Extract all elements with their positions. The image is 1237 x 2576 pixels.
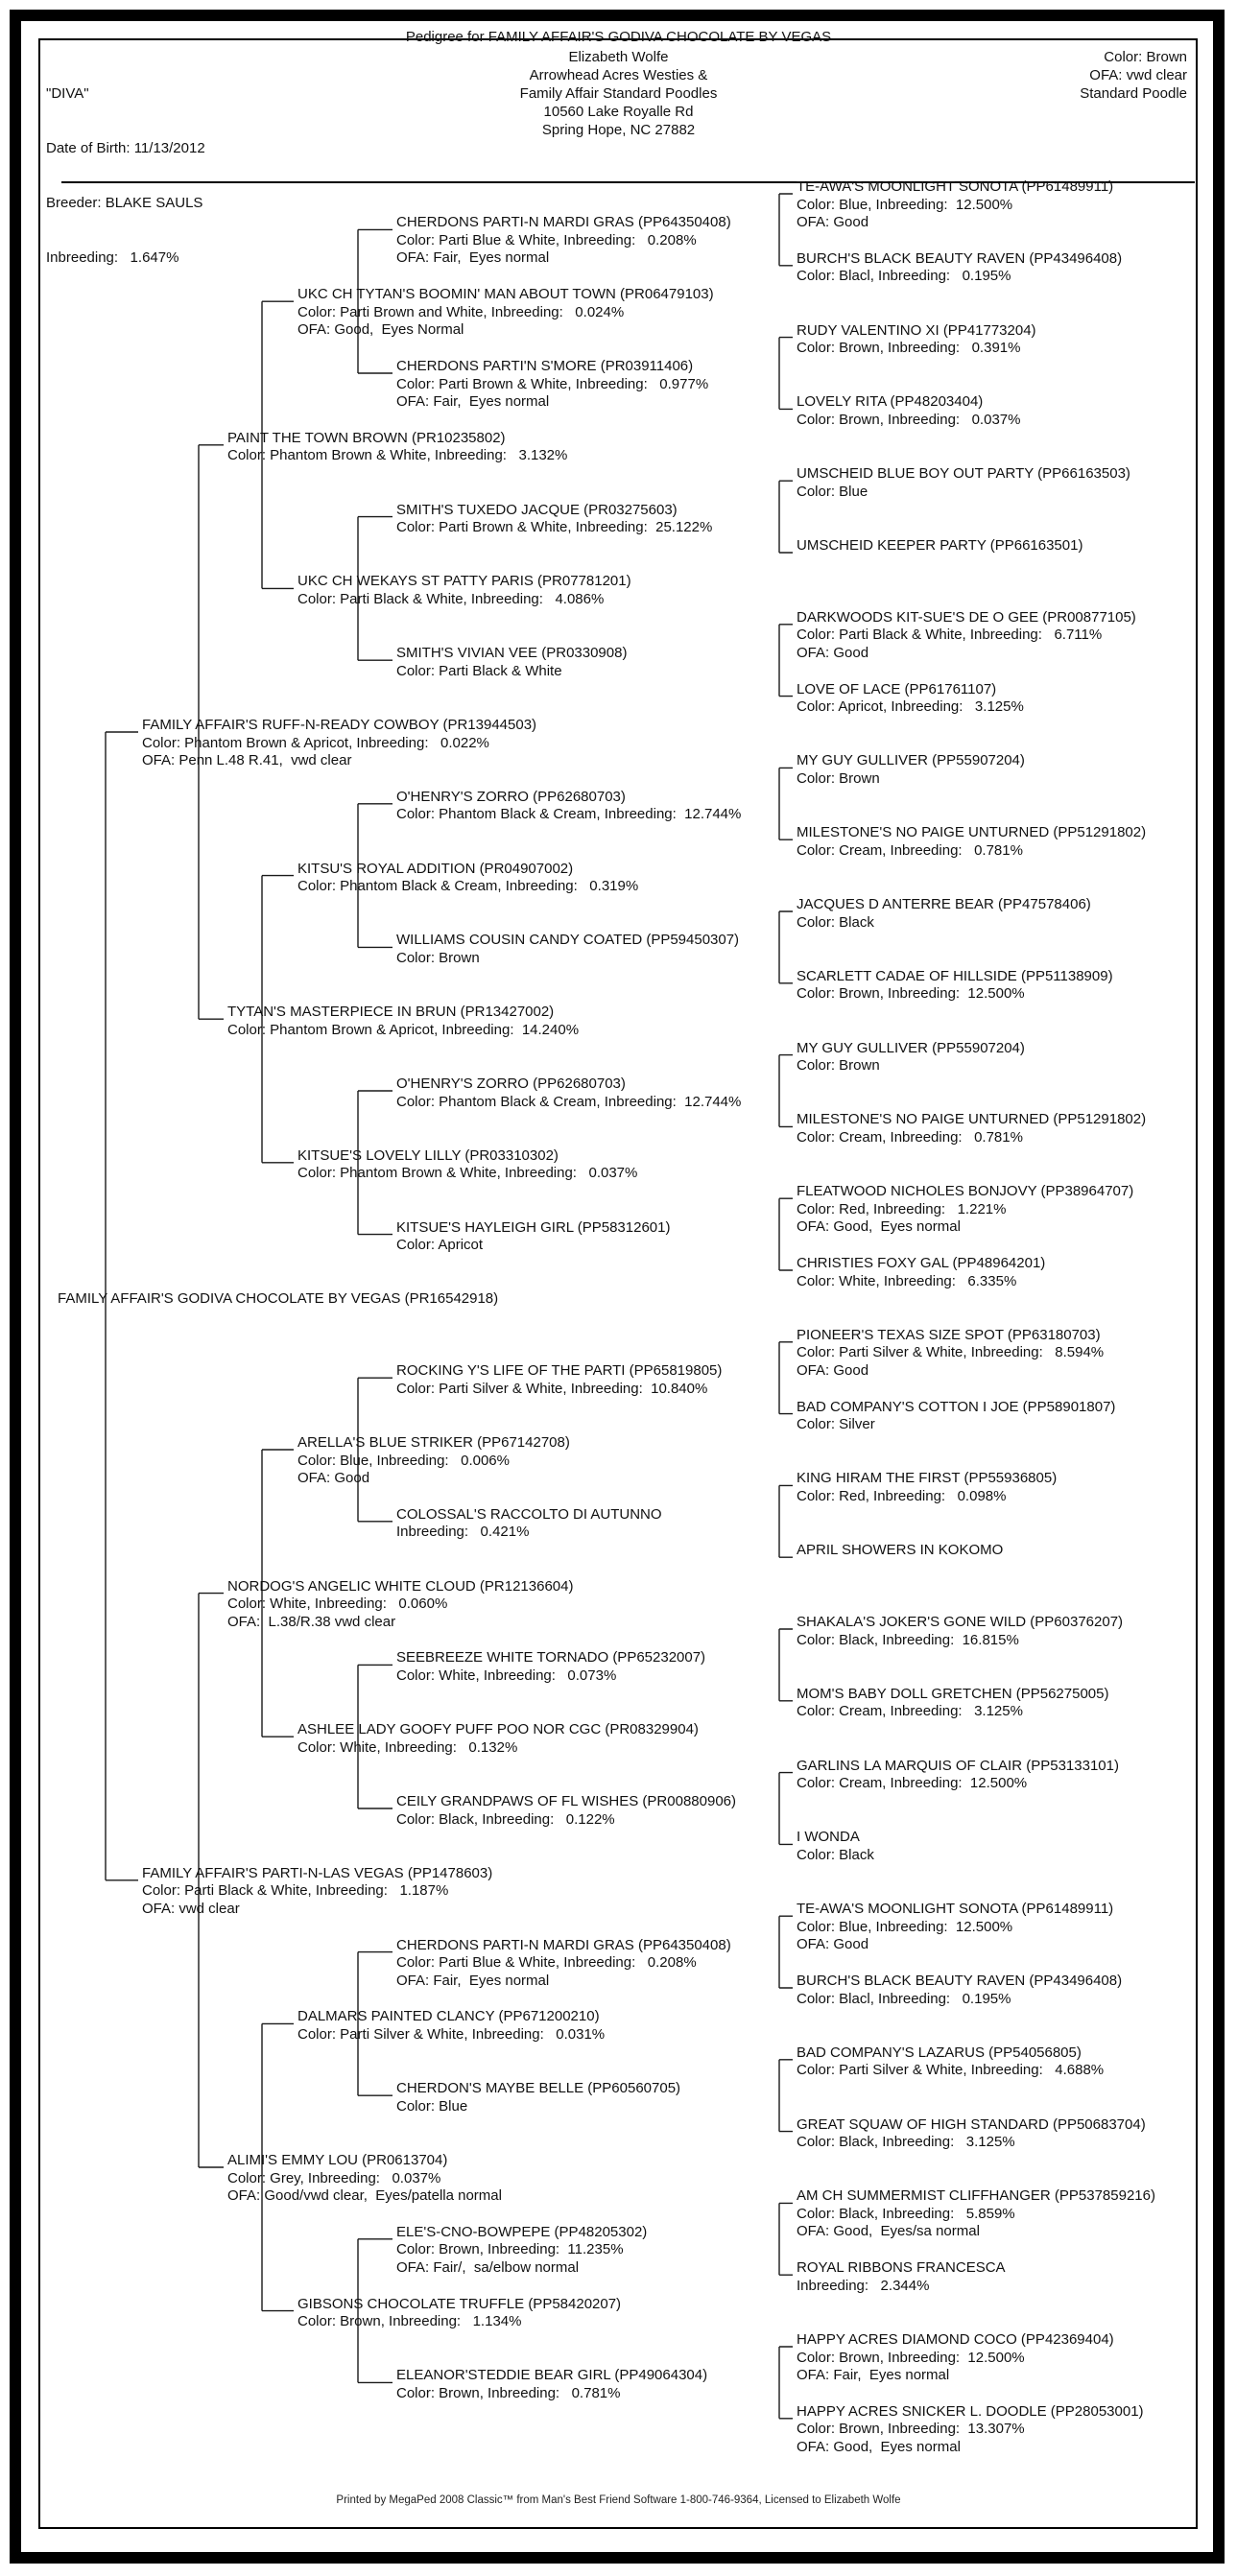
dog-detail: Color: Blue (396, 2097, 468, 2115)
pedigree-node-gen5-15 (396, 2224, 647, 2278)
pedigree-node-gen5-6 (396, 932, 739, 967)
dog-detail: Color: Apricot, Inbreeding: 3.125% (797, 698, 1024, 716)
dog-name: I WONDA (797, 1829, 860, 1846)
pedigree-node-gen4-6 (297, 1721, 699, 1757)
dog-name: KITSUE'S LOVELY LILLY (PR03310302) (297, 1146, 559, 1164)
dog-name: PIONEER'S TEXAS SIZE SPOT (PP63180703) (797, 1326, 1101, 1343)
dog-detail: Color: Parti Blue & White, Inbreeding: 0.208% (396, 1954, 697, 1972)
pedigree-node-gen6-29 (797, 2187, 1155, 2241)
pedigree-node-gen6-18 (797, 1399, 1115, 1434)
pedigree-node-gen5-14 (396, 2080, 680, 2115)
dog-detail: OFA: Penn L.48 R.41, vwd clear (142, 752, 352, 768)
dog-detail: Color: Black (797, 1846, 874, 1863)
pedigree-node-gen6-2 (797, 250, 1122, 286)
dog-detail: OFA: Good, Eyes normal (797, 2438, 961, 2455)
dog-name: AM CH SUMMERMIST CLIFFHANGER (PP537859216) (797, 2187, 1155, 2205)
dog-name: SMITH'S TUXEDO JACQUE (PR03275603) (396, 501, 678, 518)
dog-detail: Color: Phantom Black & Cream, Inbreeding: 12.744% (396, 806, 742, 823)
pedigree-node-gen5-1 (396, 214, 731, 268)
pedigree-node-gen6-13 (797, 1040, 1025, 1075)
pedigree-node-gen6-1 (797, 178, 1113, 232)
dog-detail: Color: Silver (797, 1416, 875, 1433)
dog-name: COLOSSAL'S RACCOLTO DI AUTUNNO (396, 1505, 662, 1523)
dog-detail: Color: Phantom Brown & White, Inbreeding: 3.132% (227, 447, 568, 464)
pedigree-node-gen6-31 (797, 2331, 1114, 2385)
dog-name: WILLIAMS COUSIN CANDY COATED (PP59450307) (396, 932, 740, 949)
pedigree-node-gen6-5 (797, 465, 1130, 501)
dog-detail: Color: Black (797, 913, 874, 931)
dog-name: APRIL SHOWERS IN KOKOMO (797, 1542, 1004, 1559)
dog-detail: Color: Brown (396, 949, 480, 966)
dog-detail: Color: White, Inbreeding: 0.132% (297, 1738, 518, 1756)
pedigree-node-gen5-3 (396, 502, 712, 537)
subject-date-of-birth: Date of Birth: 11/13/2012 (46, 140, 205, 156)
pedigree-node-gen4-1 (297, 286, 714, 340)
dog-name: MILESTONE'S NO PAIGE UNTURNED (PP51291802) (797, 1111, 1147, 1128)
dog-detail: OFA: Good, Eyes normal (797, 1218, 961, 1236)
pedigree-node-gen4-4 (297, 1147, 637, 1183)
dog-detail: Color: Parti Silver & White, Inbreeding: 10.840% (396, 1380, 708, 1397)
dog-detail: Color: White, Inbreeding: 0.073% (396, 1666, 617, 1684)
pedigree-node-gen5-8 (396, 1219, 670, 1255)
dog-detail: OFA: Fair, Eyes normal (797, 2367, 950, 2383)
dog-detail: Color: Brown, Inbreeding: 12.500% (797, 985, 1025, 1003)
pedigree-node-gen6-3 (797, 322, 1036, 358)
dog-name: UKC CH TYTAN'S BOOMIN' MAN ABOUT TOWN (PR06479103) (297, 286, 714, 303)
dog-name: NORDOG'S ANGELIC WHITE CLOUD (PR12136604) (227, 1577, 574, 1595)
pedigree-node-gen6-8 (797, 681, 1024, 717)
dog-detail: Color: Brown, Inbreeding: 0.781% (396, 2384, 621, 2401)
pedigree-node-gen6-17 (797, 1327, 1104, 1381)
pedigree-node-gen5-9 (396, 1362, 722, 1398)
dog-detail: Color: Phantom Black & Cream, Inbreeding: 12.744% (396, 1093, 742, 1110)
kennel-name-1: Arrowhead Acres Westies & (529, 67, 708, 83)
dog-name: MY GUY GULLIVER (PP55907204) (797, 752, 1025, 769)
dog-detail: Color: Parti Brown & White, Inbreeding: 25.122% (396, 519, 713, 536)
pedigree-node-gen2-2 (142, 1865, 492, 1919)
dog-name: GREAT SQUAW OF HIGH STANDARD (PP50683704) (797, 2115, 1146, 2133)
dog-detail: Color: Phantom Black & Cream, Inbreeding: 0.319% (297, 878, 639, 895)
dog-detail: OFA: Fair, Eyes normal (396, 1972, 550, 1989)
dog-detail: Color: Blacl, Inbreeding: 0.195% (797, 268, 1011, 285)
dog-detail: OFA: Good, Eyes Normal (297, 321, 464, 339)
pedigree-node-gen1-1 (58, 1290, 498, 1309)
pedigree-node-gen5-11 (396, 1649, 705, 1685)
dog-name: PAINT THE TOWN BROWN (PR10235802) (227, 429, 506, 446)
dog-detail: Color: Grey, Inbreeding: 0.037% (227, 2169, 441, 2186)
subject-color: Color: Brown (1104, 49, 1187, 65)
dog-detail: Color: Parti Silver & White, Inbreeding: 4.688% (797, 2062, 1105, 2079)
dog-detail: Color: Parti Blue & White, Inbreeding: 0.208% (396, 231, 697, 248)
dog-name: UMSCHEID KEEPER PARTY (PP66163501) (797, 537, 1083, 554)
dog-name: CEILY GRANDPAWS OF FL WISHES (PR00880906) (396, 1793, 736, 1809)
dog-detail: Color: Cream, Inbreeding: 0.781% (797, 1128, 1023, 1146)
dog-name: ROCKING Y'S LIFE OF THE PARTI (PP65819805) (396, 1362, 723, 1380)
dog-detail: Color: Blue, Inbreeding: 12.500% (797, 1918, 1013, 1935)
dog-detail: OFA: Good (797, 1361, 869, 1379)
dog-detail: Color: Brown, Inbreeding: 1.134% (297, 2313, 522, 2330)
pedigree-node-gen6-22 (797, 1686, 1108, 1721)
subject-call-name: "DIVA" (46, 85, 89, 102)
pedigree-node-gen4-3 (297, 861, 638, 896)
dog-name: GARLINS LA MARQUIS OF CLAIR (PP53133101) (797, 1757, 1119, 1774)
dog-detail: Color: Brown (797, 1057, 880, 1075)
pedigree-node-gen6-6 (797, 537, 1082, 555)
pedigree-node-gen6-7 (797, 609, 1136, 663)
dog-name: SCARLETT CADAE OF HILLSIDE (PP51138909) (797, 967, 1113, 984)
dog-name: HAPPY ACRES DIAMOND COCO (PP42369404) (797, 2331, 1114, 2348)
dog-detail: OFA: Good (797, 644, 869, 661)
page-title: Pedigree for FAMILY AFFAIR'S GODIVA CHOCOLATE BY VEGAS (405, 29, 832, 45)
pedigree-node-gen6-14 (797, 1111, 1146, 1146)
dog-detail: Color: Brown, Inbreeding: 11.235% (396, 2241, 624, 2258)
pedigree-node-gen6-32 (797, 2403, 1144, 2457)
dog-detail: OFA: vwd clear (142, 1900, 240, 1917)
subject-breed: Standard Poodle (1080, 85, 1187, 102)
dog-name: UMSCHEID BLUE BOY OUT PARTY (PP66163503) (797, 465, 1130, 483)
dog-detail: Color: Parti Silver & White, Inbreeding: 0.031% (297, 2025, 606, 2043)
dog-name: ARELLA'S BLUE STRIKER (PP67142708) (297, 1434, 570, 1451)
pedigree-node-gen6-21 (797, 1614, 1123, 1649)
pedigree-node-gen2-1 (142, 717, 536, 770)
dog-name: MOM'S BABY DOLL GRETCHEN (PP56275005) (797, 1685, 1109, 1702)
pedigree-node-gen6-28 (797, 2116, 1146, 2152)
dog-name: DARKWOODS KIT-SUE'S DE O GEE (PR00877105) (797, 608, 1136, 626)
pedigree-node-gen6-15 (797, 1183, 1133, 1237)
pedigree-node-gen6-9 (797, 752, 1025, 788)
dog-detail: OFA: Fair/, sa/elbow normal (396, 2258, 580, 2276)
pedigree-node-gen5-12 (396, 1793, 736, 1829)
dog-detail: Color: Blue (797, 483, 868, 500)
pedigree-node-gen5-13 (396, 1937, 731, 1991)
pedigree-node-gen6-10 (797, 824, 1146, 860)
dog-detail: Inbreeding: 0.421% (396, 1524, 530, 1541)
dog-detail: Color: Blue, Inbreeding: 0.006% (297, 1452, 510, 1469)
dog-name: KITSU'S ROYAL ADDITION (PR04907002) (297, 860, 574, 877)
dog-name: LOVE OF LACE (PP61761107) (797, 680, 997, 697)
dog-detail: OFA: Fair, Eyes normal (396, 393, 550, 410)
dog-detail: Color: Brown, Inbreeding: 12.500% (797, 2349, 1025, 2366)
dog-detail: Color: Black, Inbreeding: 5.859% (797, 2205, 1015, 2222)
pedigree-node-gen3-3 (227, 1578, 573, 1632)
dog-detail: Color: Cream, Inbreeding: 3.125% (797, 1703, 1023, 1720)
dog-detail: Color: Black, Inbreeding: 0.122% (396, 1810, 615, 1828)
pedigree-node-gen5-4 (396, 645, 627, 680)
pedigree-node-gen3-4 (227, 2152, 502, 2206)
dog-name: ALIMI'S EMMY LOU (PR0613704) (227, 2152, 448, 2168)
dog-name: SEEBREEZE WHITE TORNADO (PP65232007) (396, 1649, 706, 1666)
dog-detail: OFA: Good/vwd clear, Eyes/patella normal (227, 2187, 502, 2204)
pedigree-node-gen6-16 (797, 1255, 1045, 1290)
dog-name: TE-AWA'S MOONLIGHT SONOTA (PP61489911) (797, 178, 1114, 195)
dog-name: MILESTONE'S NO PAIGE UNTURNED (PP51291802) (797, 824, 1147, 841)
dog-detail: Color: Parti Silver & White, Inbreeding: 8.594% (797, 1344, 1105, 1361)
pedigree-node-gen6-4 (797, 393, 1020, 429)
dog-detail: OFA: Fair, Eyes normal (396, 249, 550, 267)
dog-name: FLEATWOOD NICHOLES BONJOVY (PP38964707) (797, 1183, 1134, 1200)
dog-detail: Color: Parti Black & White, Inbreeding: 4.086% (297, 590, 605, 607)
dog-name: UKC CH WEKAYS ST PATTY PARIS (PR07781201) (297, 573, 631, 590)
dog-name: FAMILY AFFAIR'S GODIVA CHOCOLATE BY VEGAS (PR16542918) (58, 1290, 499, 1308)
dog-name: ELEANOR'STEDDIE BEAR GIRL (PP49064304) (396, 2367, 708, 2384)
dog-detail: OFA: Good (297, 1470, 370, 1486)
dog-detail: Color: Brown, Inbreeding: 13.307% (797, 2421, 1025, 2438)
dog-name: CHERDONS PARTI-N MARDI GRAS (PP64350408) (396, 214, 731, 231)
pedigree-node-gen6-26 (797, 1973, 1122, 2008)
pedigree-node-gen3-1 (227, 430, 567, 465)
dog-detail: Color: Cream, Inbreeding: 12.500% (797, 1775, 1028, 1792)
dog-detail: Color: Parti Brown and White, Inbreeding: 0.024% (297, 303, 625, 320)
pedigree-node-gen5-7 (396, 1075, 741, 1111)
dog-detail: OFA: Good (797, 1936, 869, 1953)
dog-name: CHERDONS PARTI'N S'MORE (PR03911406) (396, 358, 694, 374)
dog-name: HAPPY ACRES SNICKER L. DOODLE (PP28053001) (797, 2402, 1144, 2420)
dog-detail: OFA: Good (797, 214, 869, 230)
dog-detail: Color: White, Inbreeding: 6.335% (797, 1272, 1017, 1289)
dog-name: CHERDON'S MAYBE BELLE (PP60560705) (396, 2080, 681, 2097)
dog-detail: Color: Black, Inbreeding: 3.125% (797, 2134, 1015, 2151)
dog-name: MY GUY GULLIVER (PP55907204) (797, 1039, 1025, 1056)
dog-detail: Color: Phantom Brown & Apricot, Inbreeding: 0.022% (142, 734, 489, 751)
dog-detail: Color: Parti Brown & White, Inbreeding: 0.977% (396, 375, 709, 392)
dog-detail: Color: Red, Inbreeding: 1.221% (797, 1200, 1007, 1217)
dog-detail: Color: Parti Black & White (396, 662, 562, 679)
pedigree-node-gen6-12 (797, 968, 1113, 1004)
dog-name: KITSUE'S HAYLEIGH GIRL (PP58312601) (396, 1218, 671, 1236)
pedigree-node-gen5-5 (396, 789, 741, 824)
dog-detail: Inbreeding: 2.344% (797, 2277, 930, 2294)
subject-breeder: Breeder: BLAKE SAULS (46, 195, 203, 211)
dog-detail: Color: Parti Black & White, Inbreeding: 6.711% (797, 626, 1103, 644)
dog-name: FAMILY AFFAIR'S RUFF-N-READY COWBOY (PR13944503) (142, 717, 537, 733)
dog-name: RUDY VALENTINO XI (PP41773204) (797, 321, 1036, 339)
dog-detail: OFA: L.38/R.38 vwd clear (227, 1613, 396, 1630)
pedigree-node-gen3-2 (227, 1004, 579, 1039)
dog-name: BURCH'S BLACK BEAUTY RAVEN (PP43496408) (797, 1973, 1123, 1989)
dog-name: TE-AWA'S MOONLIGHT SONOTA (PP61489911) (797, 1901, 1114, 1918)
dog-name: ASHLEE LADY GOOFY PUFF POO NOR CGC (PR08329904) (297, 1721, 699, 1738)
subject-inbreeding: Inbreeding: 1.647% (46, 249, 179, 266)
pedigree-node-gen4-7 (297, 2008, 605, 2044)
pedigree-node-gen6-20 (797, 1542, 1003, 1560)
dog-detail: Color: Parti Black & White, Inbreeding: 1.187% (142, 1882, 449, 1900)
dog-detail: Color: Red, Inbreeding: 0.098% (797, 1487, 1007, 1504)
dog-name: ROYAL RIBBONS FRANCESCA (797, 2259, 1006, 2277)
pedigree-node-gen5-10 (396, 1506, 662, 1542)
dog-name: JACQUES D ANTERRE BEAR (PP47578406) (797, 896, 1091, 912)
dog-name: KING HIRAM THE FIRST (PP55936805) (797, 1470, 1058, 1487)
footer-print-credit: Printed by MegaPed 2008 Classic™ from Man's Best Friend Software 1-800-746-9364, Licensed to Elizabeth Wolfe (336, 2494, 901, 2506)
pedigree-node-gen6-27 (797, 2044, 1104, 2080)
dog-detail: OFA: Good, Eyes/sa normal (797, 2223, 980, 2240)
pedigree-node-gen4-8 (297, 2296, 621, 2331)
owner-name: Elizabeth Wolfe (568, 49, 669, 65)
dog-detail: Color: Brown, Inbreeding: 0.037% (797, 411, 1021, 428)
dog-name: O'HENRY'S ZORRO (PP62680703) (396, 788, 626, 805)
pedigree-node-gen6-11 (797, 896, 1091, 932)
dog-detail: Color: Blacl, Inbreeding: 0.195% (797, 1990, 1011, 2007)
dog-detail: Color: Phantom Brown & Apricot, Inbreeding: 14.240% (227, 1021, 580, 1038)
dog-name: ELE'S-CNO-BOWPEPE (PP48205302) (396, 2223, 648, 2240)
dog-name: CHERDONS PARTI-N MARDI GRAS (PP64350408) (396, 1936, 731, 1953)
owner-address-street: 10560 Lake Royalle Rd (543, 104, 694, 120)
pedigree-node-gen4-5 (297, 1434, 570, 1488)
dog-name: BAD COMPANY'S LAZARUS (PP54056805) (797, 2044, 1082, 2061)
dog-name: DALMARS PAINTED CLANCY (PP671200210) (297, 2008, 600, 2025)
dog-name: O'HENRY'S ZORRO (PP62680703) (396, 1075, 626, 1092)
dog-name: GIBSONS CHOCOLATE TRUFFLE (PP58420207) (297, 2295, 622, 2312)
dog-name: FAMILY AFFAIR'S PARTI-N-LAS VEGAS (PP1478603) (142, 1864, 493, 1881)
dog-name: SHAKALA'S JOKER'S GONE WILD (PP60376207) (797, 1614, 1124, 1630)
dog-name: CHRISTIES FOXY GAL (PP48964201) (797, 1255, 1046, 1271)
dog-detail: Color: Cream, Inbreeding: 0.781% (797, 841, 1023, 859)
dog-detail: Color: Phantom Brown & White, Inbreeding: 0.037% (297, 1165, 638, 1182)
pedigree-node-gen4-2 (297, 573, 631, 608)
dog-detail: Color: Brown (797, 769, 880, 787)
dog-name: BURCH'S BLACK BEAUTY RAVEN (PP43496408) (797, 249, 1123, 267)
pedigree-node-gen5-16 (396, 2367, 707, 2402)
pedigree-node-gen6-23 (797, 1758, 1119, 1793)
pedigree-node-gen6-24 (797, 1829, 874, 1864)
pedigree-node-gen6-25 (797, 1901, 1113, 1954)
subject-ofa: OFA: vwd clear (1089, 67, 1187, 83)
dog-detail: Color: Black, Inbreeding: 16.815% (797, 1631, 1019, 1648)
pedigree-node-gen6-19 (797, 1470, 1057, 1505)
dog-detail: Color: Apricot (396, 1237, 484, 1254)
dog-name: SMITH'S VIVIAN VEE (PR0330908) (396, 645, 628, 662)
dog-detail: Color: Brown, Inbreeding: 0.391% (797, 340, 1021, 357)
dog-name: TYTAN'S MASTERPIECE IN BRUN (PR13427002) (227, 1004, 555, 1021)
owner-address-city: Spring Hope, NC 27882 (541, 122, 696, 138)
dog-name: LOVELY RITA (PP48203404) (797, 393, 984, 411)
dog-detail: Color: Blue, Inbreeding: 12.500% (797, 196, 1013, 213)
dog-detail: Color: White, Inbreeding: 0.060% (227, 1595, 448, 1613)
kennel-name-2: Family Affair Standard Poodles (519, 85, 718, 102)
pedigree-node-gen6-30 (797, 2259, 1006, 2295)
dog-name: BAD COMPANY'S COTTON I JOE (PP58901807) (797, 1398, 1116, 1415)
pedigree-node-gen5-2 (396, 358, 708, 412)
